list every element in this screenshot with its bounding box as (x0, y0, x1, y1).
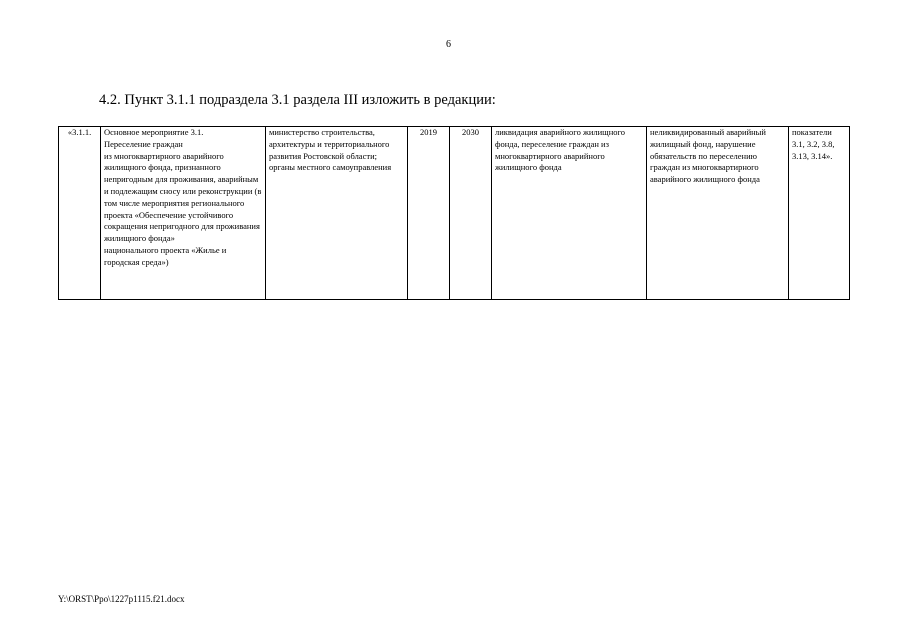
cell-end-year: 2030 (450, 127, 492, 300)
cell-measure: Основное мероприятие 3.1. Переселение граждан из многоквартирного аварийного жилищного фонда, признанного непригодным для проживания, аварийным и подлежащим сносу или реконструкции (в том числе мероприятия регионального проекта «Обеспечение устойчивого сокращения непригодного для проживания жилищного фонда» национального проекта «Жилье и городская среда») (101, 127, 266, 300)
cell-indicators: показатели 3.1, 3.2, 3.8, 3.13, 3.14». (789, 127, 850, 300)
table-row (59, 127, 850, 300)
page-number: 6 (446, 39, 451, 50)
cell-consequences: неликвидированный аварийный жилищный фонд, нарушение обязательств по переселению граждан из многоквартирного аварийного жилищного фонда (647, 127, 789, 300)
cell-number: «3.1.1. (59, 127, 101, 300)
section-heading: 4.2. Пункт 3.1.1 подраздела 3.1 раздела III изложить в редакции: (99, 92, 496, 108)
measures-table (58, 126, 850, 300)
cell-expected-result: ликвидация аварийного жилищного фонда, переселение граждан из многоквартирного аварийного жилищного фонда (492, 127, 647, 300)
cell-start-year: 2019 (408, 127, 450, 300)
cell-executor: министерство строительства, архитектуры и территориального развития Ростовской области; органы местного самоуправления (266, 127, 408, 300)
footer-file-path: Y:\ORST\Ppo\1227p1115.f21.docx (58, 594, 185, 604)
